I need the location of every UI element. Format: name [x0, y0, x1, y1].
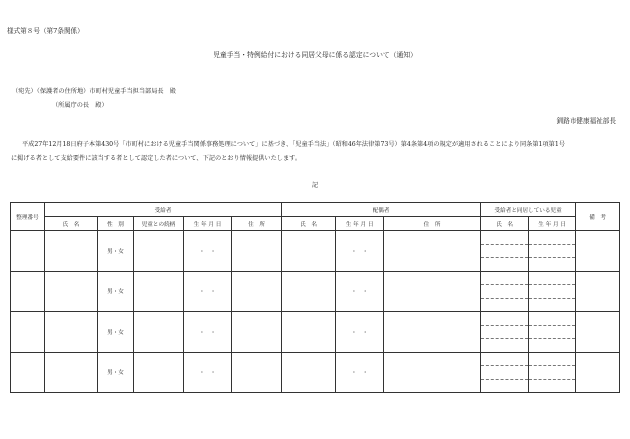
header-recipient-birthdate: 生 年 月 日: [184, 217, 232, 231]
body-text-line-1: 平成27年12月18日府子本第430号「市町村における児童手当関係事務処理について」に基づき、「児童手当法」（昭和46年法律第73号）第4条第4項の規定が適用されることにより同条第1項第1号: [22, 141, 565, 148]
cell-recipient-gender: 男・女: [98, 231, 134, 272]
cell-recipient-address[interactable]: [232, 352, 282, 393]
cell-recipient-address[interactable]: [232, 312, 282, 353]
header-spouse-birthdate: 生 年 月 日: [336, 217, 384, 231]
header-child-birthdate: 生 年 月 日: [529, 217, 576, 231]
cell-recipient-name[interactable]: [45, 352, 98, 393]
cell-recipient-name[interactable]: [45, 312, 98, 353]
cell-remarks[interactable]: [576, 312, 620, 353]
table-row: [11, 352, 620, 393]
cell-spouse-name[interactable]: [282, 231, 336, 272]
cell-recipient-gender: 男・女: [98, 271, 134, 312]
cell-spouse-address[interactable]: [384, 352, 481, 393]
cell-spouse-name[interactable]: [282, 312, 336, 353]
cell-child-name[interactable]: [481, 231, 529, 272]
cell-spouse-address[interactable]: [384, 271, 481, 312]
cell-spouse-address[interactable]: [384, 312, 481, 353]
cell-recipient-name[interactable]: [45, 271, 98, 312]
cell-recipient-address[interactable]: [232, 231, 282, 272]
cell-recipient-gender: 男・女: [98, 312, 134, 353]
header-number: 整理番号: [11, 203, 45, 231]
header-children-group: 受給者と同居している児童: [481, 203, 576, 217]
header-recipient-group: 受給者: [45, 203, 282, 217]
cell-remarks[interactable]: [576, 271, 620, 312]
cell-number[interactable]: [11, 312, 45, 353]
table-row: [11, 312, 620, 353]
cell-recipient-gender: 男・女: [98, 352, 134, 393]
cell-recipient-relation[interactable]: [134, 231, 184, 272]
cell-remarks[interactable]: [576, 231, 620, 272]
notification-table: [10, 202, 620, 393]
cell-recipient-birthdate[interactable]: ・ ・: [184, 312, 232, 353]
cell-child-name[interactable]: [481, 312, 529, 353]
cell-number[interactable]: [11, 352, 45, 393]
cell-spouse-name[interactable]: [282, 271, 336, 312]
cell-number[interactable]: [11, 271, 45, 312]
cell-spouse-birthdate[interactable]: ・ ・: [336, 352, 384, 393]
cell-recipient-birthdate[interactable]: ・ ・: [184, 231, 232, 272]
cell-spouse-address[interactable]: [384, 231, 481, 272]
table-row: [11, 231, 620, 272]
cell-number[interactable]: [11, 231, 45, 272]
cell-child-birthdate[interactable]: [529, 312, 576, 353]
cell-child-birthdate[interactable]: [529, 271, 576, 312]
header-recipient-gender: 性 別: [98, 217, 134, 231]
cell-recipient-birthdate[interactable]: ・ ・: [184, 271, 232, 312]
header-recipient-relation: 児童との続柄: [134, 217, 184, 231]
cell-recipient-birthdate[interactable]: ・ ・: [184, 352, 232, 393]
cell-child-birthdate[interactable]: [529, 231, 576, 272]
cell-recipient-relation[interactable]: [134, 352, 184, 393]
cell-spouse-name[interactable]: [282, 352, 336, 393]
header-recipient-name: 氏 名: [45, 217, 98, 231]
ki-marker: 記: [311, 182, 319, 189]
cell-child-birthdate[interactable]: [529, 352, 576, 393]
cell-spouse-birthdate[interactable]: ・ ・: [336, 312, 384, 353]
addressee-line-2: （所属庁の長 殿）: [52, 102, 108, 109]
header-spouse-group: 配偶者: [282, 203, 481, 217]
cell-recipient-relation[interactable]: [134, 271, 184, 312]
body-text-line-2: に掲げる者として支給要件に該当する者として認定した者について、下記のとおり情報提供いたします。: [11, 155, 302, 162]
header-spouse-name: 氏 名: [282, 217, 336, 231]
table-row: [11, 271, 620, 312]
document-title: 児童手当・特例給付における同居父母に係る認定について（通知）: [213, 51, 417, 59]
cell-recipient-relation[interactable]: [134, 312, 184, 353]
header-child-name: 氏 名: [481, 217, 529, 231]
header-spouse-address: 住 所: [384, 217, 481, 231]
form-number: 様式第８号（第7条関係）: [7, 27, 84, 35]
cell-recipient-address[interactable]: [232, 271, 282, 312]
cell-child-name[interactable]: [481, 352, 529, 393]
header-recipient-address: 住 所: [232, 217, 282, 231]
addressee-line-1: （宛先）（保護者の住所地）市町村児童手当担当部局長 殿: [12, 88, 176, 95]
cell-recipient-name[interactable]: [45, 231, 98, 272]
cell-child-name[interactable]: [481, 271, 529, 312]
header-remarks: 備 考: [576, 203, 620, 231]
cell-spouse-birthdate[interactable]: ・ ・: [336, 231, 384, 272]
cell-spouse-birthdate[interactable]: ・ ・: [336, 271, 384, 312]
sender-name: 釧路市健康福祉部長: [556, 117, 616, 125]
cell-remarks[interactable]: [576, 352, 620, 393]
